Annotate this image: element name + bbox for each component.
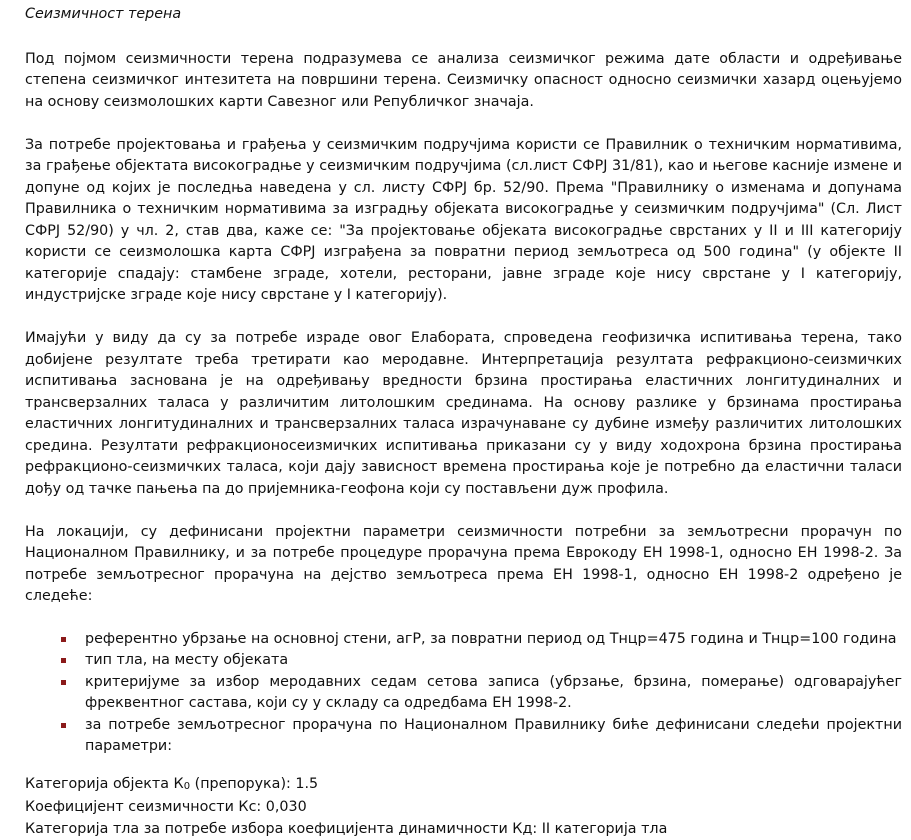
seismic-coefficient-line: Коефицијент сеизмичности Кс: 0,030 <box>25 797 902 819</box>
paragraph-design-parameters: На локацији, су дефинисани пројектни параметри сеизмичности потребни за земљотресни прорачун по Националном Правилнику, и за потребе процедуре прорачуна према Еврокоду ЕН 1998-1, односно ЕН 1998-2. За потребе земљотресног прорачуна на дејство земљотреса према ЕН 1998-1, односно ЕН 1998-2 одређено је следеће: <box>25 522 902 608</box>
list-item-text: за потребе земљотресног прорачуна по Националном Правилнику биће дефинисани следећи пројектни параметри: <box>85 717 902 755</box>
section-title: Сеизмичност терена <box>25 4 902 26</box>
square-bullet-icon <box>61 680 66 685</box>
paragraph-regulations: За потребе пројектовања и грађења у сеизмичким подручјима користи се Правилник о техничким нормативима, за грађење објектата високоградње у сеизмичким подручјима (сл.лист СФРЈ 31/81), као и његове касније измене и допуне од којих је последња наведена у сл. листу СФРЈ бр. 52/90. Према "Правилнику о изменама и допунама Правилника о техничким нормативима за изградњу објеката високоградње у сеизмичким подручјима" (Сл. Лист СФРЈ 52/90) у чл. 2, став два, каже се: "За пројектовање објеката високоградње сврстаних у II и III категорију користи се сеизмолошка карта СФРЈ изграђена за повратни период земљотреса од 500 година" (у објекте II категорије спадају: стамбене зграде, хотели, ресторани, јавне зграде које нису сврстане у I категорију, индустријске зграде које нису сврстане у I категорију). <box>25 135 902 307</box>
list-item-text: критеријуме за избор меродавних седам сетова записа (убрзање, брзина, померање) одговарајућег фреквентног састава, који су у складу са одредбама ЕН 1998-2. <box>85 674 902 712</box>
paragraph-seismicity-definition: Под појмом сеизмичности терена подразумева се анализа сеизмичког режима дате области и одређивање степена сеизмичког интезитета на површини терена. Сеизмичку опасност односно сеизмички хазард оцењујемо на основу сеизмолошких карти Савезног или Републичког значаја. <box>25 49 902 114</box>
list-item <box>61 629 902 651</box>
paragraph-geophysical-tests: Имајући у виду да су за потребе израде овог Елабората, спроведена геофизичка испитивања терена, тако добијене резултате треба третирати као меродавне. Интерпретација резултата рефракционо-сеизмичких испитивања заснована је на одређивању вредности брзина простирања еластичних лонгитудиналних и трансверзалних таласа у различитим литолошким срединама. На основу разлике у брзинама простирања еластичних лонгитудиналних и трансверзалних таласа израчунаване су дубине између различитих литолошких средина. Резултати рефракционосеизмичких испитивања приказани су у виду ходохрона брзина простирања рефракционо-сеизмичких таласа, који дају зависност времена простирања које је потребно да еластични таласи дођу од тачке пањења па до пријемника-геофона који су постављени дуж профила. <box>25 328 902 500</box>
square-bullet-icon <box>61 723 66 728</box>
soil-category-line: Категорија тла за потребе избора коефицијента динамичности Кд: II категорија тла <box>25 819 902 840</box>
square-bullet-icon <box>61 658 66 663</box>
object-category-label: Категорија објекта К <box>25 776 184 792</box>
object-category-line <box>25 774 902 798</box>
object-category-value: (препорука): 1.5 <box>190 776 318 792</box>
object-category-subscript: 0 <box>184 781 190 792</box>
square-bullet-icon <box>61 637 66 642</box>
parameter-list <box>25 629 902 758</box>
list-item-text: тип тла, на месту објеката <box>85 652 288 668</box>
list-item <box>61 672 902 715</box>
list-item <box>61 715 902 758</box>
list-item <box>61 650 902 672</box>
list-item-text: референтно убрзање на основној стени, агР, за повратни период од Тнцр=475 година и Тнцр=100 година <box>85 631 897 647</box>
